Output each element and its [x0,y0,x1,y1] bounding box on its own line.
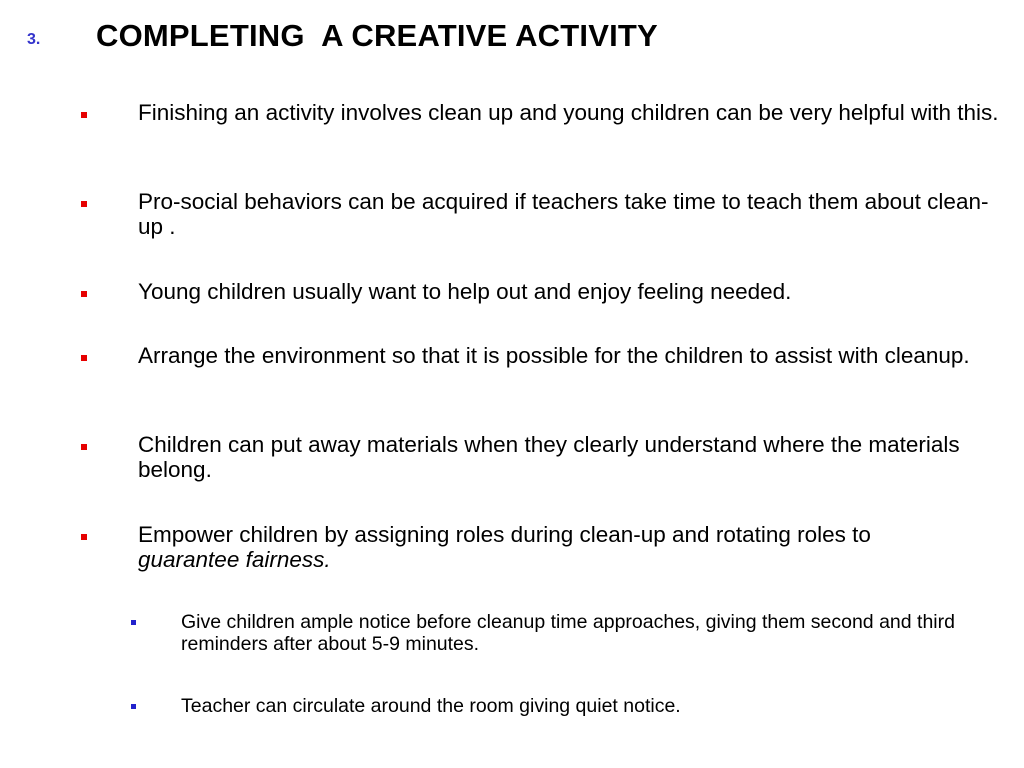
slide-title: COMPLETING A CREATIVE ACTIVITY [96,18,658,53]
sub-bullet-text: Give children ample notice before cleanup time approaches, giving them second and third reminders after about 5-9 minutes. [181,611,955,655]
square-bullet-icon [131,704,136,709]
title-row [0,0,1024,80]
bullet-text-main: Empower children by assigning roles during clean-up and rotating roles to [138,522,871,547]
bullet-text: Children can put away materials when they clearly understand where the materials belong. [138,432,960,482]
square-bullet-icon [131,620,136,625]
bullet-text: Pro-social behaviors can be acquired if teachers take time to teach them about clean-up . [138,189,989,239]
sub-bullet-text: Teacher can circulate around the room giving quiet notice. [181,695,681,717]
square-bullet-icon [81,112,87,118]
bullet-text [138,522,1008,572]
square-bullet-icon [81,444,87,450]
square-bullet-icon [81,534,87,540]
square-bullet-icon [81,355,87,361]
bullet-text-emphasis: guarantee fairness. [138,547,331,572]
square-bullet-icon [81,291,87,297]
slide-number: 3. [27,31,41,48]
bullet-text: Young children usually want to help out and enjoy feeling needed. [138,279,792,304]
bullet-text: Finishing an activity involves clean up and young children can be very helpful with this. [138,100,999,125]
square-bullet-icon [81,201,87,207]
bullet-text: Arrange the environment so that it is possible for the children to assist with cleanup. [138,343,970,368]
